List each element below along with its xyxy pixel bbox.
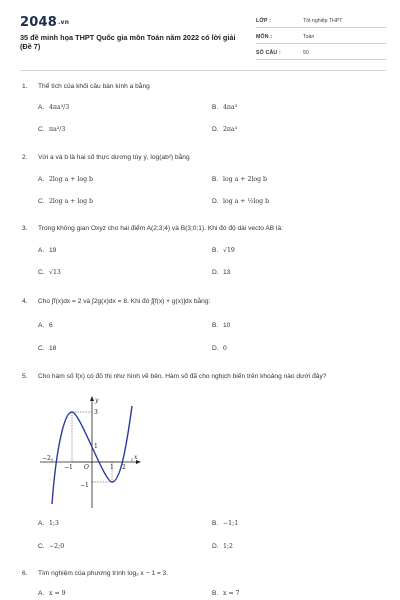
y-axis-arrow xyxy=(90,396,94,401)
question-3-option-d[interactable]: D. 13 xyxy=(212,269,231,276)
tick-label-y3: 3 xyxy=(94,409,98,416)
question-4-option-a[interactable]: A. 6 xyxy=(38,322,53,329)
question-1-option-c[interactable]: C. πa³/3 xyxy=(38,126,66,133)
question-4-text: Cho ∫f(x)dx = 2 và ∫2g(x)dx = 8. Khi đó ∫[f(x) + g(x)]dx bằng: xyxy=(38,298,211,305)
tick-label-y-neg1: −1 xyxy=(80,482,89,489)
question-1-text: Thể tích của khối cầu bán kính a bằng xyxy=(38,83,150,90)
document-meta xyxy=(256,14,386,62)
header-divider xyxy=(20,70,386,71)
tick-label-x-neg2: −2 xyxy=(42,455,51,462)
question-1-option-d[interactable]: D. 2πa³ xyxy=(212,126,238,133)
question-2-option-c[interactable]: C. 2log a + log b xyxy=(38,198,93,205)
y-axis-label: y xyxy=(95,397,99,404)
question-6-text: Tìm nghiệm của phương trình log₂ x − 1 = 3. xyxy=(38,570,169,577)
question-3-text: Trong không gian Oxyz cho hai điểm A(2;3;4) và B(3;0;1). Khi đó độ dài vecto AB là: xyxy=(38,225,283,232)
question-2-option-b[interactable]: B. log a + 2log b xyxy=(212,176,267,183)
question-5-number: 5. xyxy=(22,373,28,380)
question-2-option-a[interactable]: A. 2log a + log b xyxy=(38,176,93,183)
question-2-number: 2. xyxy=(22,154,28,161)
tick-label-x1: 1 xyxy=(110,464,114,471)
question-4-number: 4. xyxy=(22,298,28,305)
document-header xyxy=(20,14,386,64)
meta-subject: MÔN : Toán xyxy=(256,30,386,44)
question-4-option-d[interactable]: D. 0 xyxy=(212,345,227,352)
question-5-option-a[interactable]: A. 1;3 xyxy=(38,520,59,527)
origin-label: O xyxy=(84,464,89,471)
question-4-option-b[interactable]: B. 10 xyxy=(212,322,231,329)
question-1-option-a[interactable]: A. 4πa³/3 xyxy=(38,104,70,111)
question-6-number: 6. xyxy=(22,570,28,577)
meta-class: LỚP : Tốt nghiệp THPT xyxy=(256,14,386,28)
question-4-option-c[interactable]: C. 18 xyxy=(38,345,57,352)
question-3-option-b[interactable]: B. √19 xyxy=(212,247,235,254)
question-3-option-a[interactable]: A. 19 xyxy=(38,247,57,254)
tick-label-y1: 1 xyxy=(94,443,98,450)
question-5-option-d[interactable]: D. 1;2 xyxy=(212,543,233,550)
function-graph xyxy=(38,390,148,510)
question-5-option-c[interactable]: C. −2;0 xyxy=(38,543,65,550)
question-3-number: 3. xyxy=(22,225,28,232)
tick-label-x-neg1: −1 xyxy=(64,464,73,471)
tick-label-x2: 2 xyxy=(122,464,126,471)
question-2-option-d[interactable]: D. log a + ½log b xyxy=(212,198,270,205)
question-5-text: Cho hàm số f(x) có đồ thị như hình vẽ bên. Hàm số đã cho nghịch biến trên khoảng nào dưới đây? xyxy=(38,373,327,380)
question-5-option-b[interactable]: B. −1;1 xyxy=(212,520,239,527)
x-axis-label: x xyxy=(134,454,138,461)
question-1-option-b[interactable]: B. 4πa³ xyxy=(212,104,238,111)
question-2-text: Với a và b là hai số thực dương tùy ý, log(ab²) bằng xyxy=(38,154,190,161)
question-1-number: 1. xyxy=(22,83,28,90)
question-6-option-a[interactable]: A. x = 9 xyxy=(38,590,66,597)
meta-question-count: SỐ CÂU : 50 xyxy=(256,46,386,60)
site-logo[interactable]: 2048.vn xyxy=(20,15,70,30)
page-title: 35 đề minh họa THPT Quốc gia môn Toán năm 2022 có lời giải (Đề 7) xyxy=(20,33,236,51)
question-6-option-b[interactable]: B. x = 7 xyxy=(212,590,240,597)
question-3-option-c[interactable]: C. √13 xyxy=(38,269,61,276)
